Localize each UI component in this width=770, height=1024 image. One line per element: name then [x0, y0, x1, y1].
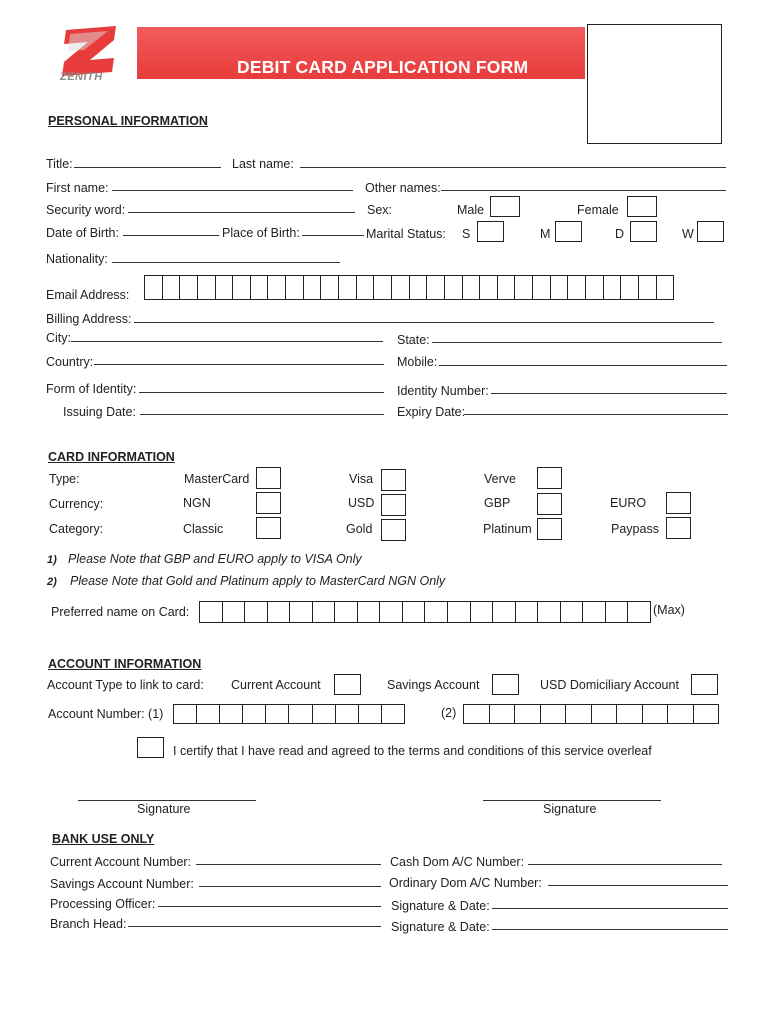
other-names-field[interactable] — [441, 190, 726, 191]
nationality-label: Nationality: — [46, 252, 108, 266]
platinum-label: Platinum — [483, 522, 532, 536]
visa-checkbox[interactable] — [381, 469, 406, 491]
mobile-label: Mobile: — [397, 355, 438, 369]
euro-label: EURO — [610, 496, 647, 510]
processing-officer-label: Processing Officer: — [50, 897, 156, 911]
euro-checkbox[interactable] — [666, 492, 691, 514]
account-number2-label: (2) — [441, 706, 457, 720]
other-names-label: Other names: — [365, 181, 441, 195]
city-field[interactable] — [71, 341, 383, 342]
pob-label: Place of Birth: — [222, 226, 300, 240]
last-name-field[interactable] — [300, 167, 726, 168]
branch-head-label: Branch Head: — [50, 917, 127, 931]
cash-dom-field[interactable] — [528, 864, 722, 865]
note2-number: 2) — [47, 576, 57, 588]
identity-number-label: Identity Number: — [397, 384, 489, 398]
gold-checkbox[interactable] — [381, 519, 406, 541]
female-checkbox[interactable] — [627, 196, 657, 217]
country-label: Country: — [46, 355, 94, 369]
city-label: City: — [46, 331, 71, 345]
cash-dom-label: Cash Dom A/C Number: — [390, 855, 525, 869]
form-of-identity-field[interactable] — [139, 392, 384, 393]
currency-label: Currency: — [49, 497, 104, 511]
note1-number: 1) — [47, 554, 57, 566]
current-account-number-field[interactable] — [196, 864, 381, 865]
pob-field[interactable] — [302, 235, 364, 236]
visa-label: Visa — [349, 472, 374, 486]
country-field[interactable] — [94, 364, 384, 365]
current-account-number-label: Current Account Number: — [50, 855, 192, 869]
nationality-field[interactable] — [112, 262, 340, 263]
savings-account-label: Savings Account — [387, 678, 480, 692]
paypass-checkbox[interactable] — [666, 517, 691, 539]
issuing-date-field[interactable] — [140, 414, 384, 415]
identity-number-field[interactable] — [491, 393, 727, 394]
classic-checkbox[interactable] — [256, 517, 281, 539]
max-label: (Max) — [653, 603, 685, 617]
logo-text: ZENITH — [60, 71, 103, 83]
security-word-field[interactable] — [128, 212, 355, 213]
female-label: Female — [577, 203, 619, 217]
state-label: State: — [397, 333, 430, 347]
marital-d-checkbox[interactable] — [630, 221, 657, 242]
usd-label: USD — [348, 496, 375, 510]
card-type-label: Type: — [49, 472, 80, 486]
gbp-checkbox[interactable] — [537, 493, 562, 515]
certify-text: I certify that I have read and agreed to the terms and conditions of this service overleaf — [173, 744, 652, 758]
first-name-label: First name: — [46, 181, 109, 195]
email-cells[interactable] — [144, 275, 674, 300]
signature-date1-label: Signature & Date: — [391, 899, 490, 913]
bank-use-heading: BANK USE ONLY — [52, 832, 155, 846]
expiry-date-field[interactable] — [464, 414, 728, 415]
signature2-label: Signature — [543, 802, 597, 816]
verve-label: Verve — [484, 472, 516, 486]
signature-date2-field[interactable] — [492, 929, 728, 930]
zenith-logo — [44, 20, 136, 88]
certify-checkbox[interactable] — [137, 737, 164, 758]
ordinary-dom-label: Ordinary Dom A/C Number: — [389, 876, 542, 890]
security-word-label: Security word: — [46, 203, 126, 217]
classic-label: Classic — [183, 522, 224, 536]
expiry-date-label: Expiry Date: — [397, 405, 466, 419]
ngn-checkbox[interactable] — [256, 492, 281, 514]
billing-address-field[interactable] — [134, 322, 714, 323]
form-of-identity-label: Form of Identity: — [46, 382, 137, 396]
marital-w-checkbox[interactable] — [697, 221, 724, 242]
form-title: DEBIT CARD APPLICATION FORM — [237, 57, 529, 77]
email-label: Email Address: — [46, 288, 130, 302]
signature1-label: Signature — [137, 802, 191, 816]
platinum-checkbox[interactable] — [537, 518, 562, 540]
account-number-label: Account Number: (1) — [48, 707, 164, 721]
account-info-heading: ACCOUNT INFORMATION — [48, 657, 202, 671]
gbp-label: GBP — [484, 496, 511, 510]
preferred-name-cells[interactable] — [199, 601, 651, 623]
dob-label: Date of Birth: — [46, 226, 119, 240]
signature-date1-field[interactable] — [492, 908, 728, 909]
category-label: Category: — [49, 522, 104, 536]
usd-dom-label: USD Domiciliary Account — [540, 678, 679, 692]
verve-checkbox[interactable] — [537, 467, 562, 489]
sex-label: Sex: — [367, 203, 393, 217]
mastercard-label: MasterCard — [184, 472, 250, 486]
title-label: Title: — [46, 157, 73, 171]
paypass-label: Paypass — [611, 522, 659, 536]
marital-s-label: S — [462, 227, 471, 241]
dob-field[interactable] — [123, 235, 219, 236]
marital-d-label: D — [615, 227, 625, 241]
current-account-checkbox[interactable] — [334, 674, 361, 695]
note2-text: Please Note that Gold and Platinum apply to MasterCard NGN Only — [70, 574, 446, 588]
issuing-date-label: Issuing Date: — [63, 405, 136, 419]
savings-account-checkbox[interactable] — [492, 674, 519, 695]
gold-label: Gold — [346, 522, 373, 536]
marital-w-label: W — [682, 227, 694, 241]
first-name-field[interactable] — [112, 190, 353, 191]
mastercard-checkbox[interactable] — [256, 467, 281, 489]
card-info-heading: CARD INFORMATION — [48, 450, 175, 464]
signature-date2-label: Signature & Date: — [391, 920, 490, 934]
usd-dom-checkbox[interactable] — [691, 674, 718, 695]
processing-officer-field[interactable] — [158, 906, 381, 907]
marital-m-label: M — [540, 227, 551, 241]
last-name-label: Last name: — [232, 157, 294, 171]
billing-address-label: Billing Address: — [46, 312, 132, 326]
account-number2-cells[interactable] — [463, 704, 719, 724]
state-field[interactable] — [432, 342, 722, 343]
current-account-label: Current Account — [231, 678, 321, 692]
marital-s-checkbox[interactable] — [477, 221, 504, 242]
preferred-name-label: Preferred name on Card: — [51, 605, 190, 619]
mobile-field[interactable] — [439, 365, 727, 366]
title-field[interactable] — [74, 167, 221, 168]
ngn-label: NGN — [183, 496, 211, 510]
marital-status-label: Marital Status: — [366, 227, 446, 241]
ordinary-dom-field[interactable] — [548, 885, 728, 886]
passport-photo-box[interactable] — [587, 24, 722, 144]
usd-checkbox[interactable] — [381, 494, 406, 516]
account-number1-cells[interactable] — [173, 704, 405, 724]
note1-text: Please Note that GBP and EURO apply to VISA Only — [68, 552, 362, 566]
male-label: Male — [457, 203, 485, 217]
savings-account-number-label: Savings Account Number: — [50, 877, 194, 891]
signature2-line[interactable] — [483, 800, 661, 801]
branch-head-field[interactable] — [128, 926, 381, 927]
male-checkbox[interactable] — [490, 196, 520, 217]
account-type-label: Account Type to link to card: — [47, 678, 204, 692]
personal-info-heading: PERSONAL INFORMATION — [48, 114, 208, 128]
marital-m-checkbox[interactable] — [555, 221, 582, 242]
savings-account-number-field[interactable] — [199, 886, 381, 887]
signature1-line[interactable] — [78, 800, 256, 801]
